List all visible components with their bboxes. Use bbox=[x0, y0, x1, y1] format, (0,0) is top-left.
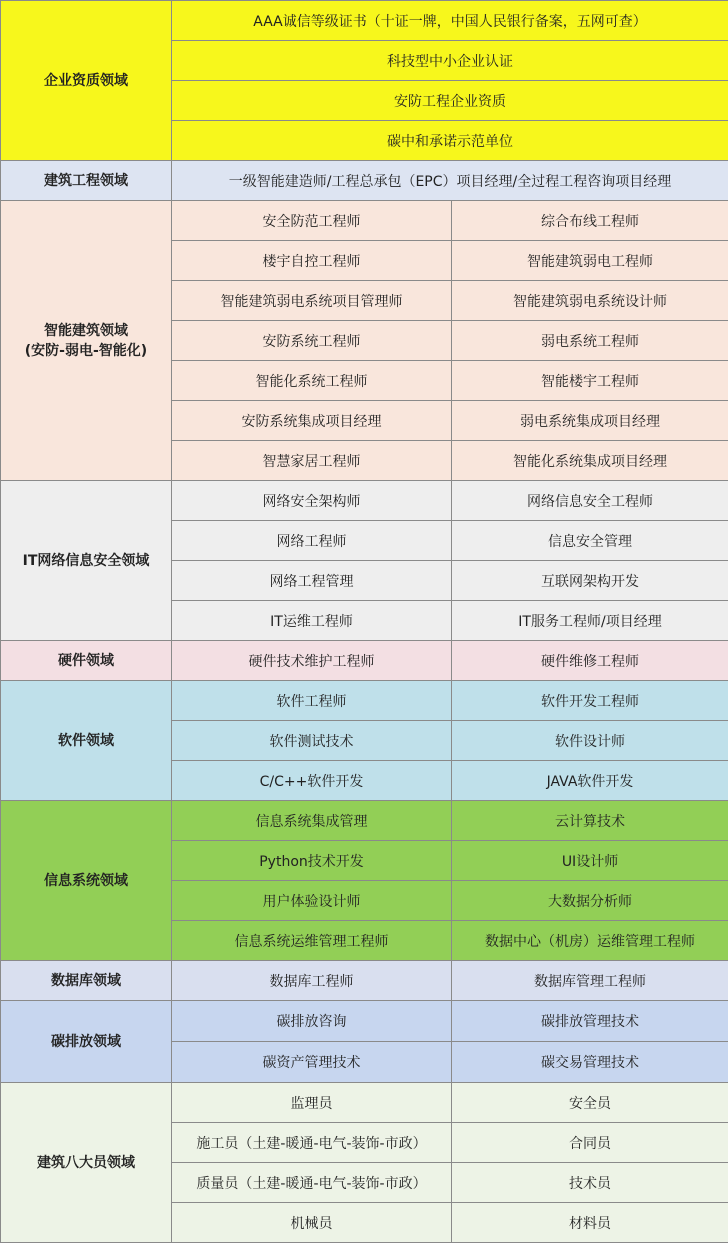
cert-cell: 楼宇自控工程师 bbox=[172, 241, 452, 281]
cert-cell: IT运维工程师 bbox=[172, 601, 452, 641]
cert-cell: 弱电系统集成项目经理 bbox=[452, 401, 728, 441]
cert-cell: 安全员 bbox=[452, 1083, 728, 1123]
cert-cell: 智能建筑弱电系统项目管理师 bbox=[172, 281, 452, 321]
cert-cell: 软件设计师 bbox=[452, 721, 728, 761]
cert-cell: 智能建筑弱电系统设计师 bbox=[452, 281, 728, 321]
table-row bbox=[1, 481, 728, 521]
table-row bbox=[1, 961, 728, 1001]
cert-cell: 数据库管理工程师 bbox=[452, 961, 728, 1001]
cert-cell: 安防系统工程师 bbox=[172, 321, 452, 361]
table-row bbox=[1, 161, 728, 201]
cert-cell: 碳排放管理技术 bbox=[452, 1001, 728, 1042]
table-row bbox=[1, 1001, 728, 1042]
cert-cell: 质量员（土建-暖通-电气-装饰-市政） bbox=[172, 1163, 452, 1203]
cert-cell: 用户体验设计师 bbox=[172, 881, 452, 921]
cert-cell: 智能化系统工程师 bbox=[172, 361, 452, 401]
cert-cell: 安防系统集成项目经理 bbox=[172, 401, 452, 441]
cert-cell: 互联网架构开发 bbox=[452, 561, 728, 601]
cert-cell: IT服务工程师/项目经理 bbox=[452, 601, 728, 641]
cert-cell: 机械员 bbox=[172, 1203, 452, 1243]
table-row bbox=[1, 1083, 728, 1123]
category-hardware: 硬件领域 bbox=[1, 641, 172, 681]
qualification-item: AAA诚信等级证书（十证一牌，中国人民银行备案，五网可查） bbox=[172, 1, 728, 41]
cert-cell: 智慧家居工程师 bbox=[172, 441, 452, 481]
qualification-item: 科技型中小企业认证 bbox=[172, 41, 728, 81]
category-construction-engineering: 建筑工程领域 bbox=[1, 161, 172, 201]
cert-cell: 网络信息安全工程师 bbox=[452, 481, 728, 521]
cert-cell: 信息安全管理 bbox=[452, 521, 728, 561]
cert-cell: 监理员 bbox=[172, 1083, 452, 1123]
cert-cell: 综合布线工程师 bbox=[452, 201, 728, 241]
cert-cell: 碳资产管理技术 bbox=[172, 1042, 452, 1083]
cert-cell: 软件工程师 bbox=[172, 681, 452, 721]
category-database: 数据库领域 bbox=[1, 961, 172, 1001]
table-row bbox=[1, 801, 728, 841]
cert-cell: 网络安全架构师 bbox=[172, 481, 452, 521]
cert-cell: 技术员 bbox=[452, 1163, 728, 1203]
cert-cell: 材料员 bbox=[452, 1203, 728, 1243]
cert-cell: 智能化系统集成项目经理 bbox=[452, 441, 728, 481]
category-construction-eight-staff: 建筑八大员领域 bbox=[1, 1083, 172, 1243]
category-software: 软件领域 bbox=[1, 681, 172, 801]
cert-cell: 网络工程师 bbox=[172, 521, 452, 561]
cert-cell: 智能建筑弱电工程师 bbox=[452, 241, 728, 281]
cert-cell: Python技术开发 bbox=[172, 841, 452, 881]
category-subtitle: (安防-弱电-智能化) bbox=[25, 343, 147, 359]
cert-cell: 云计算技术 bbox=[452, 801, 728, 841]
category-title: 智能建筑领域 bbox=[44, 323, 128, 339]
table-row bbox=[1, 641, 728, 681]
cert-cell: 硬件维修工程师 bbox=[452, 641, 728, 681]
cert-cell: 数据中心（机房）运维管理工程师 bbox=[452, 921, 728, 961]
cert-cell: 网络工程管理 bbox=[172, 561, 452, 601]
table-row bbox=[1, 681, 728, 721]
qualification-item: 安防工程企业资质 bbox=[172, 81, 728, 121]
category-information-systems: 信息系统领域 bbox=[1, 801, 172, 961]
category-enterprise-qualification: 企业资质领域 bbox=[1, 1, 172, 161]
cert-cell: 安全防范工程师 bbox=[172, 201, 452, 241]
table-row bbox=[1, 201, 728, 241]
table-row bbox=[1, 1, 728, 41]
category-smart-building bbox=[1, 201, 172, 481]
cert-cell: 碳排放咨询 bbox=[172, 1001, 452, 1042]
cert-cell: 合同员 bbox=[452, 1123, 728, 1163]
cert-cell: 软件开发工程师 bbox=[452, 681, 728, 721]
cert-cell: 弱电系统工程师 bbox=[452, 321, 728, 361]
construction-item: 一级智能建造师/工程总承包（EPC）项目经理/全过程工程咨询项目经理 bbox=[172, 161, 728, 201]
category-it-network-security: IT网络信息安全领域 bbox=[1, 481, 172, 641]
cert-cell: 数据库工程师 bbox=[172, 961, 452, 1001]
category-carbon-emission: 碳排放领域 bbox=[1, 1001, 172, 1083]
cert-cell: 信息系统运维管理工程师 bbox=[172, 921, 452, 961]
cert-cell: 施工员（土建-暖通-电气-装饰-市政） bbox=[172, 1123, 452, 1163]
cert-cell: 硬件技术维护工程师 bbox=[172, 641, 452, 681]
cert-cell: 碳交易管理技术 bbox=[452, 1042, 728, 1083]
cert-cell: 信息系统集成管理 bbox=[172, 801, 452, 841]
cert-cell: 智能楼宇工程师 bbox=[452, 361, 728, 401]
qualification-item: 碳中和承诺示范单位 bbox=[172, 121, 728, 161]
cert-cell: JAVA软件开发 bbox=[452, 761, 728, 801]
cert-cell: UI设计师 bbox=[452, 841, 728, 881]
cert-cell: 软件测试技术 bbox=[172, 721, 452, 761]
cert-cell: C/C++软件开发 bbox=[172, 761, 452, 801]
cert-cell: 大数据分析师 bbox=[452, 881, 728, 921]
